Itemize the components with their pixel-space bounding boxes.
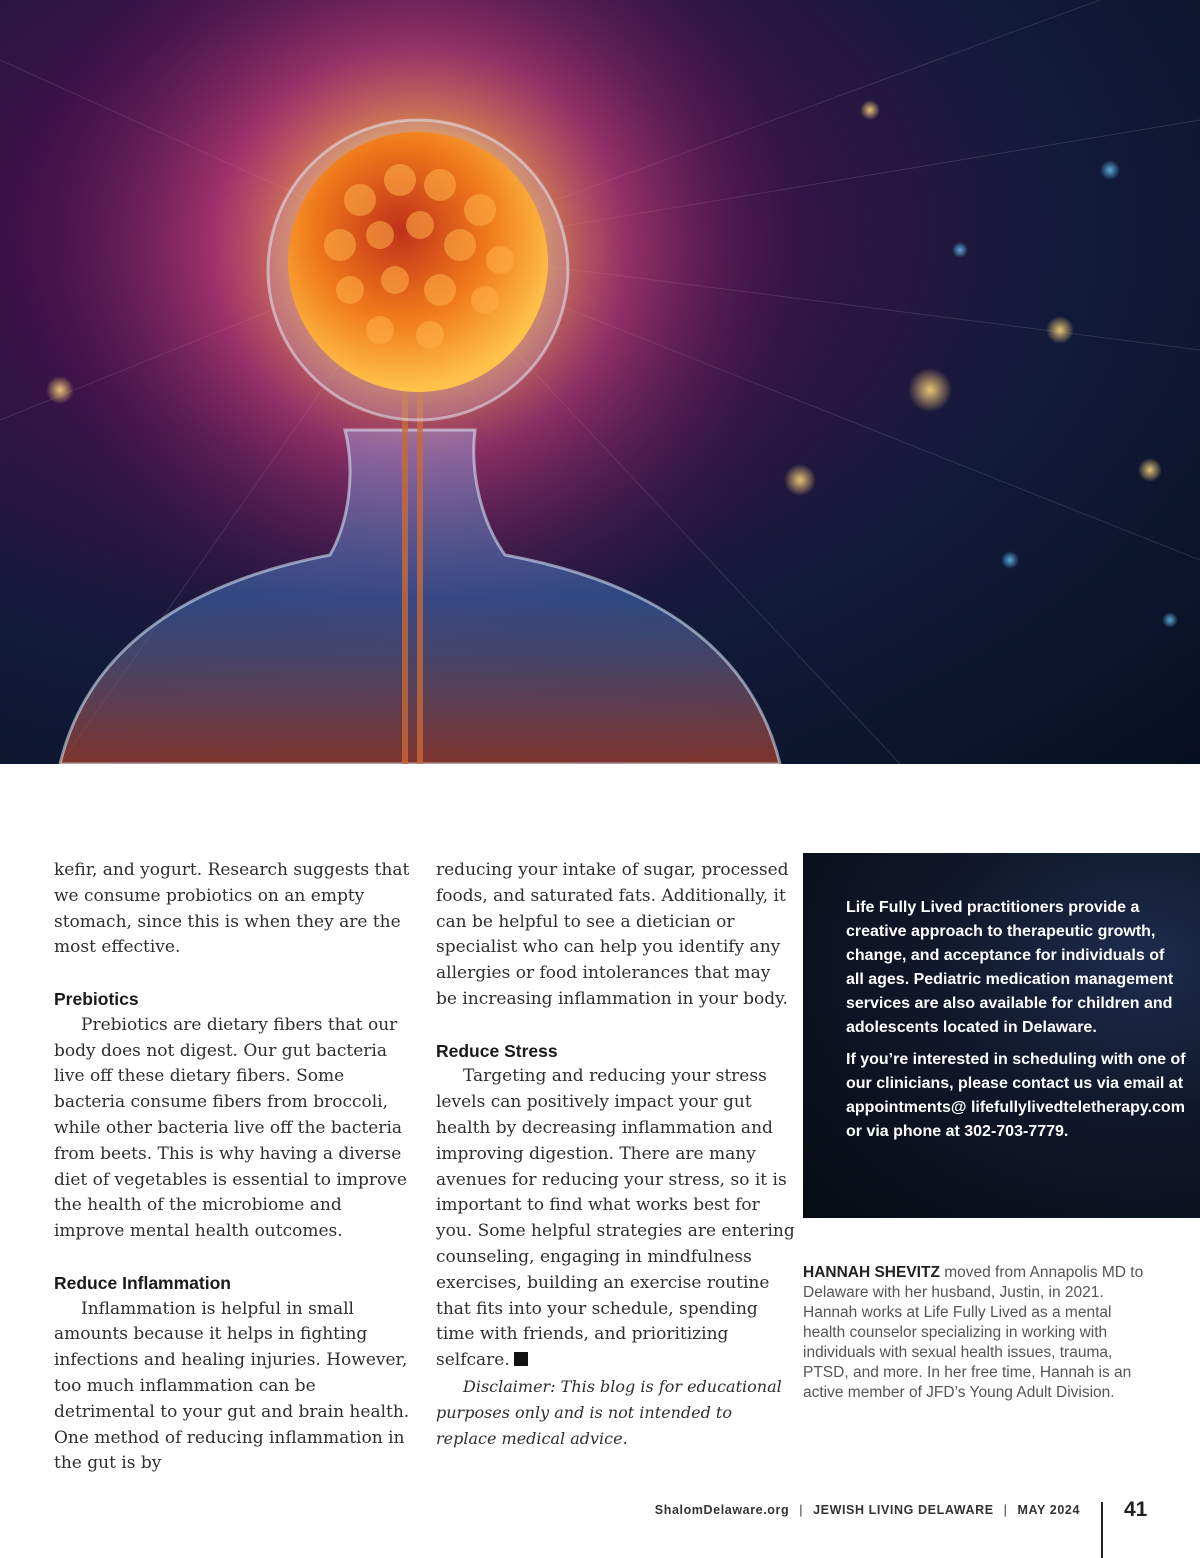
author-bio-text: moved from Annapolis MD to Delaware with her husband, Justin, in 2021. Hannah works at Life Fully Lived as a mental health counselor specializing in working with individuals with sexual health issues, trauma, PTSD, and more. In her free time, Hannah is an active member of JFD’s Young Adult Division. xyxy=(803,1264,1144,1401)
article-column-2 xyxy=(436,858,796,1452)
footer-publication: JEWISH LIVING DELAWARE xyxy=(813,1503,994,1517)
end-of-article-square-icon xyxy=(514,1352,528,1366)
reduce-inflammation-body: Inflammation is helpful in small amounts because it helps in fighting infections and healing injuries. However, too much inflammation can be detrimental to your gut and brain health. One method of reducing inflammation in the gut is by xyxy=(54,1298,410,1474)
prebiotics-body: Prebiotics are dietary fibers that our body does not digest. Our gut bacteria live off these dietary fibers. Some bacteria consume fibers from broccoli, while other bacteria live off the bacteria from beets. This is why having a diverse diet of vegetables is essential to improve the health of the microbiome and improve mental health outcomes. xyxy=(54,1014,407,1242)
prebiotics-heading: Prebiotics xyxy=(54,988,139,1009)
author-name: HANNAH SHEVITZ xyxy=(803,1264,940,1281)
footer-website: ShalomDelaware.org xyxy=(654,1503,790,1517)
practice-description: Life Fully Lived practitioners provide a creative approach to therapeutic growth, change, and acceptance for individuals of all ages. Pediatric medication management services are also available for children and adolescents located in Delaware. xyxy=(846,899,1174,1036)
reduce-inflammation-heading: Reduce Inflammation xyxy=(54,1272,231,1293)
reduce-stress-heading: Reduce Stress xyxy=(436,1040,558,1061)
practice-info-box xyxy=(803,853,1200,1218)
column2-continuation: reducing your intake of sugar, processed foods, and saturated fats. Additionally, it can be helpful to see a dietician or specialist who can help you identify any allergies or food intolerances that may be increasing inflammation in your body. xyxy=(436,860,789,1009)
footer-divider xyxy=(1101,1502,1103,1558)
article-column-1 xyxy=(54,858,416,1477)
glowing-brain-neural-illustration-icon xyxy=(0,0,1200,764)
footer-separator: | xyxy=(799,1503,804,1517)
hero-image xyxy=(0,0,1200,764)
page-footer xyxy=(655,1503,1080,1517)
reduce-stress-paragraph xyxy=(436,1064,796,1374)
disclaimer: Disclaimer: This blog is for educational purposes only and is not intended to replace medical advice. xyxy=(436,1376,782,1448)
contact-info: If you’re interested in scheduling with one of our clinicians, please contact us via email at appointments@ lifefullylivedteletherapy.com or via phone at 302-703-7779. xyxy=(846,1051,1186,1140)
author-bio xyxy=(803,1263,1153,1403)
footer-separator: | xyxy=(1003,1503,1008,1517)
page-number: 41 xyxy=(1124,1498,1148,1521)
reduce-stress-body: Targeting and reducing your stress levels can positively impact your gut health by decreasing inflammation and improving digestion. There are many avenues for reducing your stress, so it is important to find what works best for you. Some helpful strategies are entering counseling, engaging in mindfulness exercises, building an exercise routine that fits into your schedule, spending time with friends, and prioritizing selfcare. xyxy=(436,1066,795,1371)
column1-continuation: kefir, and yogurt. Research suggests that we consume probiotics on an empty stomach, since this is when they are the most effective. xyxy=(54,860,410,958)
footer-issue: MAY 2024 xyxy=(1017,1503,1080,1517)
